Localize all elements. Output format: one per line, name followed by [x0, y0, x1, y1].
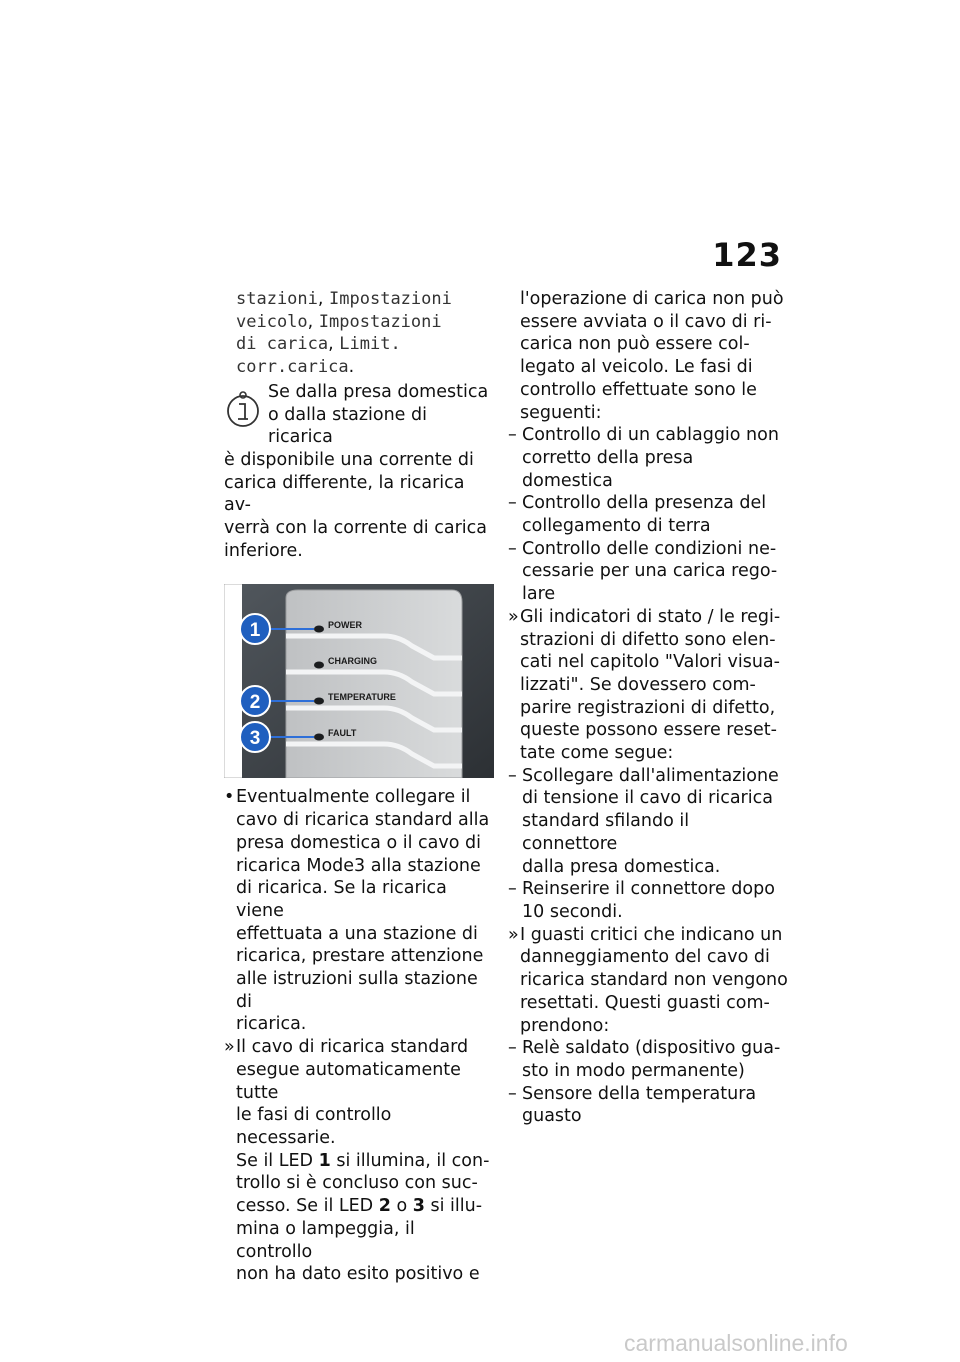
- text-line: non ha dato esito positivo e: [236, 1264, 480, 1285]
- info-line: è disponibile una corrente di: [224, 449, 474, 470]
- charger-status-panel-figure: [224, 584, 494, 778]
- text-line: dalla presa domestica.: [522, 856, 721, 877]
- text-line: Sensore della temperatura: [522, 1083, 757, 1104]
- continued-paragraph: [508, 288, 788, 424]
- info-line: Se dalla presa domestica: [268, 381, 489, 402]
- list-item-dash: [508, 1083, 788, 1128]
- text-line: le fasi di controllo necessarie.: [236, 1105, 392, 1148]
- list-item-dash: [508, 492, 788, 537]
- text-line: seguenti:: [520, 402, 602, 423]
- list-item-result: [224, 1036, 496, 1286]
- text-line: di tensione il cavo di ricarica: [522, 788, 773, 809]
- separator: ,: [307, 311, 319, 332]
- text-line: mina o lampeggia, il controllo: [236, 1218, 415, 1262]
- bullet-marker: •: [224, 787, 235, 808]
- footer-watermark: carmanualsonline.info: [624, 1330, 848, 1356]
- label-temperature: TEMPERATURE: [328, 692, 396, 703]
- info-line: carica differente, la ricarica av-: [224, 472, 465, 516]
- dash-marker: –: [508, 765, 517, 786]
- text-line: cessarie per una carica rego-: [522, 561, 778, 582]
- text-line: sto in modo permanente): [522, 1060, 745, 1081]
- menu-path: [224, 288, 496, 379]
- led-temperature: [314, 698, 324, 705]
- charger-panel-illustration: [224, 584, 494, 778]
- result-marker: »: [508, 606, 519, 627]
- text-line: ricarica.: [236, 1014, 307, 1035]
- text-line: lizzati". Se dovessero com-: [520, 674, 756, 695]
- menu-path-stazioni: stazioni: [236, 289, 318, 309]
- menu-path-corr-carica: corr.carica: [236, 357, 349, 378]
- menu-path-limit: Limit.: [339, 334, 401, 355]
- text-line: cati nel capitolo "Valori visua-: [520, 652, 780, 673]
- text-span: si illumina, il con-: [330, 1150, 490, 1171]
- text-line: ricarica standard non vengono: [520, 970, 788, 991]
- text-line: corretto della presa domestica: [522, 447, 694, 491]
- page-number: 123: [712, 236, 782, 274]
- text-line: [236, 1195, 496, 1218]
- list-item-result: [508, 924, 788, 1038]
- led-fault: [314, 734, 324, 741]
- list-item-dash: [508, 765, 788, 879]
- text-line: danneggiamento del cavo di: [520, 947, 770, 968]
- text-line: collegamento di terra: [522, 516, 711, 537]
- led-ref-2: 2: [378, 1196, 391, 1217]
- text-line: Controllo della presenza del: [522, 493, 767, 514]
- text-line: l'operazione di carica non può: [520, 289, 784, 309]
- list-item-dash: [508, 878, 788, 923]
- text-line: Gli indicatori di stato / le regi-: [520, 606, 781, 627]
- text-line: Reinserire il connettore dopo: [522, 879, 775, 900]
- text-line: cavo di ricarica standard alla: [236, 810, 490, 831]
- text-line: ricarica Mode3 alla stazione: [236, 855, 481, 876]
- info-line: inferiore.: [224, 540, 303, 561]
- text-line: essere avviata o il cavo di ri-: [520, 311, 772, 332]
- text-line: di ricarica. Se la ricarica viene: [236, 878, 447, 921]
- text-span: Se il LED: [236, 1150, 319, 1171]
- list-item-bullet: [224, 786, 496, 1036]
- text-line: alle istruzioni sulla stazione di: [236, 969, 478, 1012]
- info-note: [224, 381, 496, 563]
- text-span: cesso. Se il LED: [236, 1196, 379, 1217]
- list-item-dash: [508, 424, 788, 492]
- separator: ,: [328, 334, 340, 355]
- left-column: [224, 288, 496, 1286]
- text-line: strazioni di difetto sono elen-: [520, 629, 776, 650]
- led-ref-3: 3: [412, 1196, 425, 1217]
- dash-marker: –: [508, 879, 517, 900]
- text-line: standard sfilando il connettore: [522, 811, 690, 854]
- text-line: tate come segue:: [520, 743, 674, 764]
- separator: ,: [317, 289, 330, 309]
- dash-marker: –: [508, 425, 517, 446]
- led-charging: [314, 662, 324, 669]
- info-line: o dalla stazione di ricarica: [268, 404, 427, 448]
- menu-path-di-carica: di carica: [236, 334, 329, 355]
- menu-path-impostazioni: Impostazioni: [329, 289, 452, 309]
- menu-path-veicolo: veicolo: [236, 311, 308, 332]
- text-line: 10 secondi.: [522, 901, 623, 922]
- text-line: legato al veicolo. Le fasi di: [520, 357, 753, 378]
- result-marker: »: [508, 924, 519, 945]
- dash-marker: –: [508, 1083, 517, 1104]
- text-line: Controllo delle condizioni ne-: [522, 538, 777, 559]
- label-charging: CHARGING: [328, 656, 377, 667]
- text-line: Relè saldato (dispositivo gua-: [522, 1038, 781, 1059]
- period: .: [348, 357, 355, 378]
- dash-marker: –: [508, 538, 517, 559]
- text-line: lare: [522, 584, 556, 605]
- result-marker: »: [224, 1037, 235, 1058]
- text-line: esegue automaticamente tutte: [236, 1059, 461, 1103]
- text-span: si illu-: [424, 1196, 483, 1217]
- text-line: controllo effettuate sono le: [520, 379, 757, 400]
- list-item-dash: [508, 1037, 788, 1082]
- text-line: prendono:: [520, 1015, 610, 1036]
- dash-marker: –: [508, 1038, 517, 1059]
- callout-number-1: 1: [249, 620, 261, 642]
- list-item-dash: [508, 538, 788, 606]
- text-line: presa domestica o il cavo di: [236, 832, 481, 853]
- text-line: [236, 1150, 496, 1173]
- text-line: I guasti critici che indicano un: [520, 924, 783, 945]
- text-span: o: [390, 1196, 413, 1217]
- text-line: Scollegare dall'alimentazione: [522, 765, 779, 786]
- led-power: [314, 626, 324, 633]
- indicator-panel: [286, 590, 462, 778]
- text-line: resettati. Questi guasti com-: [520, 992, 770, 1013]
- dash-marker: –: [508, 493, 517, 514]
- text-line: Controllo di un cablaggio non: [522, 425, 779, 446]
- label-power: POWER: [328, 620, 363, 631]
- callout-number-3: 3: [249, 728, 261, 750]
- text-line: effettuata a una stazione di: [236, 923, 478, 944]
- text-line: Eventualmente collegare il: [236, 787, 471, 808]
- info-icon: [224, 387, 264, 431]
- text-line: guasto: [522, 1106, 582, 1127]
- text-line: ricarica, prestare attenzione: [236, 946, 484, 967]
- right-column: [508, 288, 788, 1128]
- list-item-result: [508, 606, 788, 765]
- text-line: queste possono essere reset-: [520, 720, 777, 741]
- text-line: trollo si è concluso con suc-: [236, 1173, 478, 1194]
- led-ref-1: 1: [318, 1150, 331, 1171]
- text-line: Il cavo di ricarica standard: [236, 1037, 469, 1058]
- text-line: parire registrazioni di difetto,: [520, 697, 776, 718]
- menu-path-impostazioni-2: Impostazioni: [318, 311, 442, 332]
- callout-number-2: 2: [249, 692, 261, 714]
- info-line: verrà con la corrente di carica: [224, 518, 487, 539]
- text-line: carica non può essere col-: [520, 334, 750, 355]
- label-fault: FAULT: [328, 728, 357, 739]
